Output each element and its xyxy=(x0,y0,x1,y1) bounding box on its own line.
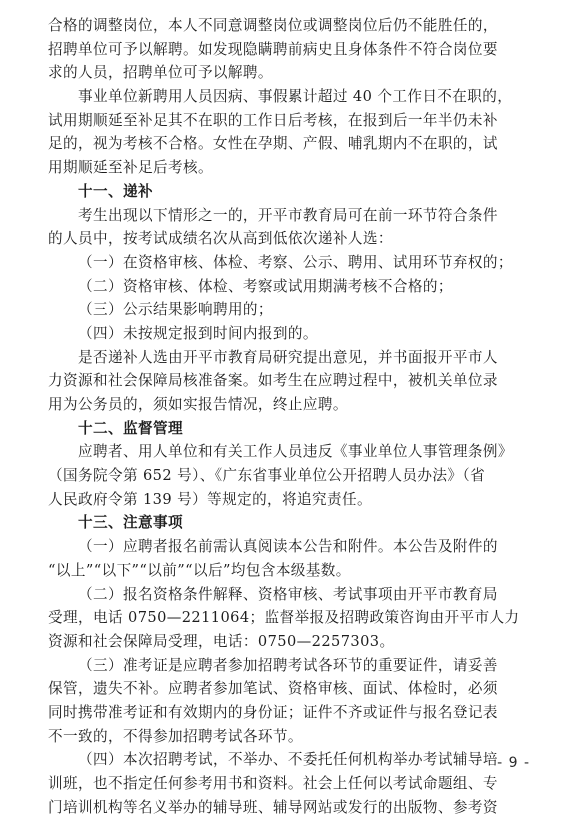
list-item: （四）未按规定报到时间内报到的。 xyxy=(78,324,318,342)
list-item: （一）在资格审核、体检、考察、公示、聘用、试用环节弃权的； xyxy=(78,253,513,271)
text-line: 人民政府令第 139 号）等规定的，将追究责任。 xyxy=(48,490,373,508)
text-line: （四）本次招聘考试，不举办、不委托任何机构举办考试辅导培 xyxy=(78,751,498,769)
text-line: 考生出现以下情形之一的，开平市教育局可在前一环节符合条件 xyxy=(78,206,498,224)
text-line: 的人员中，按考试成绩名次从高到低依次递补人选： xyxy=(48,230,393,248)
text-line: 用期顺延至补足后考核。 xyxy=(48,159,213,177)
paragraph xyxy=(48,346,530,417)
list-item: （二）资格审核、体检、考察或试用期满考核不合格的； xyxy=(78,277,453,295)
document-body xyxy=(48,14,530,819)
list-item: （三）公示结果影响聘用的； xyxy=(78,301,273,319)
text-line: 试用期顺延至补足其不在职的工作日后考核，在报到后一年半仍未补 xyxy=(48,111,498,129)
text-line: （二）报名资格条件解释、资格审核、考试事项由开平市教育局 xyxy=(78,585,498,603)
section-heading-11: 十一、递补 xyxy=(78,182,153,200)
text-line: 求的人员，招聘单位可予以解聘。 xyxy=(48,64,273,82)
text-line: （三）准考证是应聘者参加招聘考试各环节的重要证件，请妥善 xyxy=(78,656,498,674)
text-line: （国务院令第 652 号）、《广东省事业单位公开招聘人员办法》（省 xyxy=(48,467,486,485)
text-line: 受理，电话 0750—2211064；监督举报及招聘政策咨询由开平市人力 xyxy=(48,609,520,627)
paragraph xyxy=(48,85,530,180)
page-number: - 9 - xyxy=(497,755,530,771)
text-line: 门培训机构等名义举办的辅导班、辅导网站或发行的出版物、参考资 xyxy=(48,798,498,816)
text-line: 不一致的，不得参加招聘考试各环节。 xyxy=(48,727,303,745)
paragraph xyxy=(48,535,530,582)
section-heading-13: 十三、注意事项 xyxy=(78,514,183,532)
text-line: 训班，也不指定任何参考用书和资料。社会上任何以考试命题组、专 xyxy=(48,775,498,792)
text-line: “以上”“以下”“以前”“以后”均包含本级基数。 xyxy=(48,561,351,579)
paragraph xyxy=(48,748,530,819)
text-line: 招聘单位可予以解聘。如发现隐瞒聘前病史且身体条件不符合岗位要 xyxy=(48,40,498,58)
paragraph xyxy=(48,583,530,654)
text-line: 足的，视为考核不合格。女性在孕期、产假、哺乳期内不在职的，试 xyxy=(48,135,498,153)
paragraph xyxy=(48,654,530,749)
text-line: 保管，遗失不补。应聘者参加笔试、资格审核、面试、体检时，必须 xyxy=(48,680,498,698)
paragraph xyxy=(48,14,530,85)
text-line: 应聘者、用人单位和有关工作人员违反《事业单位人事管理条例》 xyxy=(78,443,513,461)
text-line: 力资源和社会保障局核准备案。如考生在应聘过程中，被机关单位录 xyxy=(48,372,498,390)
text-line: 是否递补人选由开平市教育局研究提出意见，并书面报开平市人 xyxy=(78,348,498,366)
text-line: 用为公务员的，须如实报告情况，终止应聘。 xyxy=(48,396,348,413)
paragraph xyxy=(48,440,530,511)
text-line: 合格的调整岗位，本人不同意调整岗位或调整岗位后仍不能胜任的， xyxy=(48,17,498,34)
text-line: 资源和社会保障局受理，电话：0750—2257303。 xyxy=(48,632,395,650)
section-heading-12: 十二、监督管理 xyxy=(78,419,183,437)
text-line: 同时携带准考证和有效期内的身份证；证件不齐或证件与报名登记表 xyxy=(48,703,498,721)
text-line: （一）应聘者报名前需认真阅读本公告和附件。本公告及附件的 xyxy=(78,538,498,556)
text-line: 事业单位新聘用人员因病、事假累计超过 40 个工作日不在职的， xyxy=(78,88,513,106)
paragraph xyxy=(48,204,530,251)
